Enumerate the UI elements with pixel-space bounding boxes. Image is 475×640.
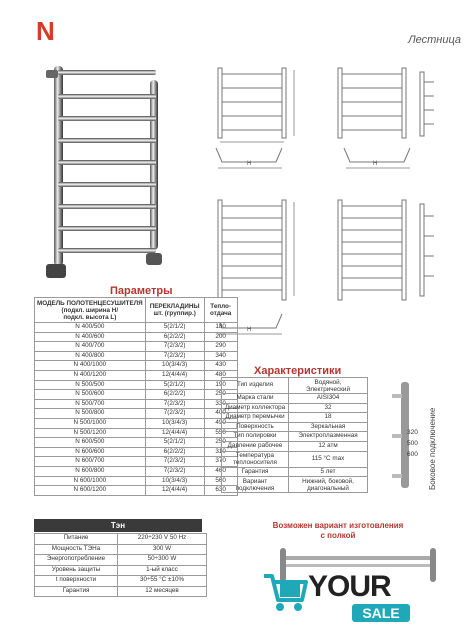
params-heat: 400 <box>204 409 237 419</box>
params-heat: 330 <box>204 399 237 409</box>
params-heat: 480 <box>204 370 237 380</box>
params-heat: 250 <box>204 438 237 448</box>
ten-value: 30÷55 °C ±10% <box>118 576 207 587</box>
drawing-small-front <box>210 62 310 147</box>
params-bars: 7(2/3/2) <box>145 457 204 467</box>
drawing-small-top-2 <box>338 142 418 172</box>
ten-label: Уровень защиты <box>35 565 118 576</box>
params-model: N 500/800 <box>35 409 146 419</box>
shelf-caption-b: с полкой <box>320 531 356 540</box>
ten-value: 1-ый класс <box>118 565 207 576</box>
params-row <box>35 486 238 496</box>
drawing-small-side <box>330 62 440 147</box>
shelf-caption-a: Возможен вариант изготовления <box>272 521 404 530</box>
params-row <box>35 409 238 419</box>
spec-value: 12 атм <box>289 441 368 451</box>
params-model: N 600/700 <box>35 457 146 467</box>
ten-label: Гарантия <box>35 586 118 597</box>
ten-value: 220÷230 V 50 Hz <box>118 534 207 545</box>
brand-sale: SALE <box>352 604 410 622</box>
ten-value: 50÷300 W <box>118 555 207 566</box>
params-row <box>35 447 238 457</box>
params-col-bars-b: шт. (группир.) <box>153 310 196 317</box>
params-model: N 600/500 <box>35 438 146 448</box>
ten-row <box>35 555 207 566</box>
params-model: N 400/500 <box>35 323 146 333</box>
drawing-large-side <box>330 196 440 306</box>
params-heat: 190 <box>204 380 237 390</box>
params-model: N 500/600 <box>35 390 146 400</box>
params-heat: 200 <box>204 332 237 342</box>
params-model: N 400/800 <box>35 351 146 361</box>
params-bars: 7(2/3/2) <box>145 351 204 361</box>
spec-label: Гарантия <box>222 467 289 477</box>
ten-row <box>35 576 207 587</box>
params-bars: 7(2/3/2) <box>145 399 204 409</box>
spec-value: 115 °C max <box>289 451 368 467</box>
cart-icon <box>262 572 308 612</box>
params-bars: 10(3/4/3) <box>145 476 204 486</box>
params-heat: 550 <box>204 428 237 438</box>
ten-row <box>35 534 207 545</box>
category-title: Лестница <box>408 34 461 46</box>
params-heat: 630 <box>204 486 237 496</box>
params-bars: 7(2/3/2) <box>145 409 204 419</box>
spec-value: 5 лет <box>289 467 368 477</box>
params-row <box>35 351 238 361</box>
brand-your: YOUR <box>308 570 391 603</box>
drawing-large-front <box>210 196 310 306</box>
spec-value: 32 <box>289 403 368 413</box>
spec-label-type: Тип изделия <box>222 378 289 394</box>
params-model: N 600/600 <box>35 447 146 457</box>
params-col-heat-a: Тепло- <box>210 303 231 310</box>
specs-title: Характеристики <box>254 365 342 377</box>
drawing-label-h-1: H <box>247 161 252 167</box>
params-bars: 12(4/4/4) <box>145 428 204 438</box>
params-model: N 500/500 <box>35 380 146 390</box>
params-model: N 500/1200 <box>35 428 146 438</box>
ten-label: Мощность ТЭНа <box>35 544 118 555</box>
ten-table <box>34 533 207 597</box>
shelf-caption <box>258 521 418 541</box>
ten-row <box>35 565 207 576</box>
params-heat: 370 <box>204 457 237 467</box>
params-heat: 490 <box>204 418 237 428</box>
spec-value: Зеркальная <box>289 422 368 432</box>
params-bars: 6(2/2/2) <box>145 332 204 342</box>
params-row <box>35 418 238 428</box>
spec-value: Нижний, боковой, диагональный <box>289 477 368 493</box>
params-heat: 290 <box>204 342 237 352</box>
ten-row <box>35 586 207 597</box>
ten-label: Энергопотребление <box>35 555 118 566</box>
params-heat: 180 <box>204 323 237 333</box>
spec-value-type-a: Водяной, <box>314 378 342 386</box>
spec-value-type <box>289 378 368 394</box>
params-model: N 600/800 <box>35 466 146 476</box>
params-row <box>35 380 238 390</box>
spec-label: Поверхность <box>222 422 289 432</box>
params-bars: 5(2/1/2) <box>145 438 204 448</box>
params-col-model-b: (подкл. ширина H/ <box>61 306 119 314</box>
drawing-small-top <box>210 142 290 172</box>
spec-value-type-b: Электрический <box>306 385 350 393</box>
params-col-model-a: МОДЕЛЬ ПОЛОТЕНЦЕСУШИТЕЛЯ <box>37 299 143 307</box>
params-bars: 5(2/1/2) <box>145 380 204 390</box>
side-connection-label: Боковое подключение <box>428 407 437 490</box>
params-col-heat-b: отдача <box>210 310 232 317</box>
params-row <box>35 323 238 333</box>
params-bars: 10(3/4/3) <box>145 418 204 428</box>
params-title: Параметры <box>110 285 173 297</box>
params-heat: 250 <box>204 390 237 400</box>
params-bars: 5(2/1/2) <box>145 323 204 333</box>
ten-value: 12 месяцев <box>118 586 207 597</box>
spec-value: AISI304 <box>289 394 368 404</box>
params-heat: 340 <box>204 351 237 361</box>
spec-label-variant <box>222 477 289 493</box>
params-bars: 12(4/4/4) <box>145 370 204 380</box>
spec-label: Марка стали <box>222 394 289 404</box>
ten-value: 300 W <box>118 544 207 555</box>
params-col-model-c: подкл. высота L) <box>63 313 117 321</box>
params-bars: 7(2/3/2) <box>145 342 204 352</box>
params-model: N 600/1200 <box>35 486 146 496</box>
side-dims <box>407 427 418 460</box>
params-row <box>35 466 238 476</box>
params-col-heat <box>204 298 237 323</box>
brand-logo-letter: N <box>36 16 55 46</box>
spec-label: Давление рабочее <box>222 441 289 451</box>
specs-table <box>221 377 368 493</box>
params-row <box>35 342 238 352</box>
side-dim-600: 600 <box>407 451 418 458</box>
params-model: N 500/700 <box>35 399 146 409</box>
params-model: N 500/1000 <box>35 418 146 428</box>
params-row <box>35 370 238 380</box>
spec-label: Диаметр коллектора <box>222 403 289 413</box>
drawing-label-h-3: H <box>247 327 252 333</box>
ten-label: t поверхности <box>35 576 118 587</box>
params-col-model <box>35 298 146 323</box>
spec-value: 18 <box>289 413 368 423</box>
params-bars: 6(2/2/2) <box>145 447 204 457</box>
params-heat: 460 <box>204 466 237 476</box>
spec-label-variant-b: подключения <box>235 484 275 492</box>
params-row <box>35 476 238 486</box>
params-row <box>35 332 238 342</box>
spec-label-temp-b: теплоносителя <box>233 459 277 467</box>
drawing-label-h-2: H <box>373 161 378 167</box>
params-row <box>35 399 238 409</box>
spec-value: Электроплазменная <box>289 432 368 442</box>
params-row <box>35 361 238 371</box>
params-row <box>35 457 238 467</box>
params-bars: 6(2/2/2) <box>145 390 204 400</box>
params-model: N 400/1200 <box>35 370 146 380</box>
side-dim-320: 320 <box>407 429 418 436</box>
spec-label-temp <box>222 451 289 467</box>
side-dim-500: 500 <box>407 440 418 447</box>
params-model: N 400/700 <box>35 342 146 352</box>
params-model: N 600/1000 <box>35 476 146 486</box>
ten-row <box>35 544 207 555</box>
params-bars: 12(4/4/4) <box>145 486 204 496</box>
spec-label-variant-a: Вариант <box>242 477 268 485</box>
params-table <box>34 297 238 496</box>
params-bars: 10(3/4/3) <box>145 361 204 371</box>
params-col-bars <box>145 298 204 323</box>
params-model: N 400/1000 <box>35 361 146 371</box>
params-heat: 560 <box>204 476 237 486</box>
params-col-bars-a: ПЕРЕКЛАДИНЫ <box>149 303 200 310</box>
params-bars: 7(2/3/2) <box>145 466 204 476</box>
ten-title: Тэн <box>34 519 202 532</box>
spec-label: Диаметр перемычки <box>222 413 289 423</box>
params-model: N 400/600 <box>35 332 146 342</box>
spec-label-temp-a: Температура <box>235 452 275 460</box>
params-heat: 430 <box>204 361 237 371</box>
spec-label: Тип полировки <box>222 432 289 442</box>
product-photo <box>38 58 173 288</box>
ten-label: Питание <box>35 534 118 545</box>
params-heat: 310 <box>204 447 237 457</box>
params-row <box>35 390 238 400</box>
params-row <box>35 428 238 438</box>
params-row <box>35 438 238 448</box>
